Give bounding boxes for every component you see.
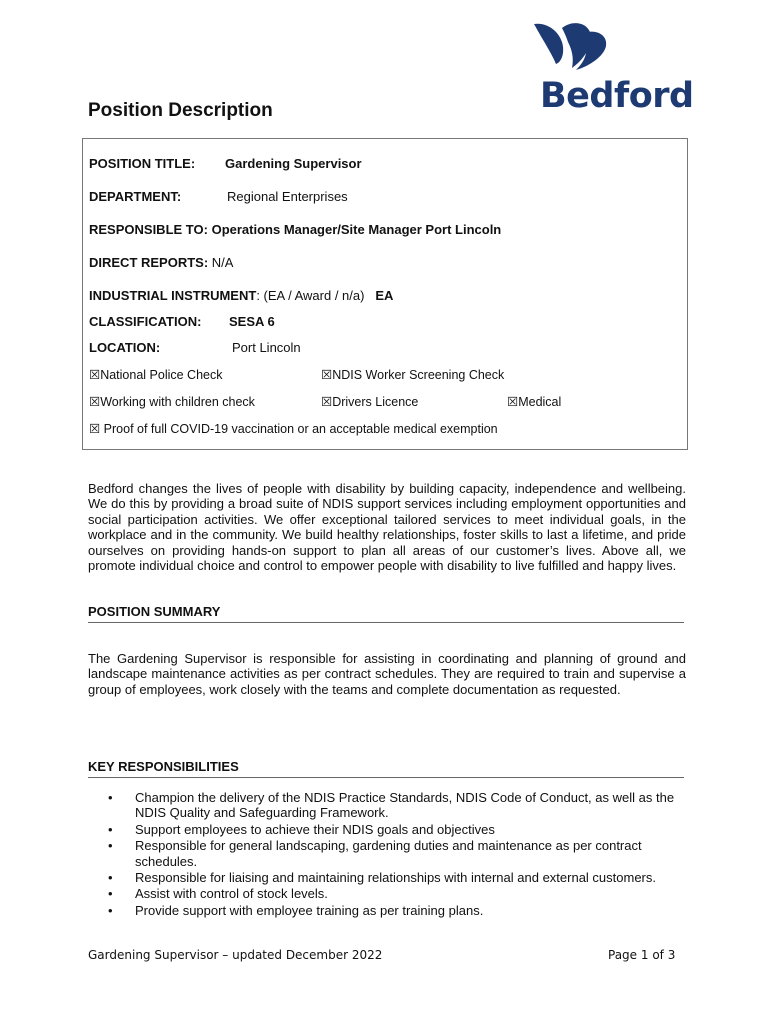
position-title-label: POSITION TITLE:	[89, 156, 196, 171]
bullet: •	[108, 870, 113, 886]
bullet: •	[108, 886, 113, 902]
footer-left: Gardening Supervisor – updated December 2022	[88, 948, 383, 962]
bullet: •	[108, 821, 113, 837]
footer-page-number: Page 1 of 3	[608, 948, 676, 962]
department-label: DEPARTMENT:	[89, 189, 182, 204]
check-children: ☒Working with children check	[89, 395, 255, 409]
bullet: •	[108, 838, 113, 854]
instrument-value: EA	[375, 288, 394, 303]
responsibilities-list	[108, 790, 688, 919]
responsible-row	[89, 222, 501, 237]
check-police: ☒National Police Check	[89, 368, 223, 382]
bullet: •	[108, 902, 113, 918]
instrument-options: : (EA / Award / n/a)	[256, 288, 365, 303]
logo-wordmark: Bedford	[540, 76, 694, 116]
instrument-row	[89, 288, 393, 303]
check-ndis: ☒NDIS Worker Screening Check	[321, 368, 505, 382]
butterfly-icon	[532, 20, 612, 74]
location-value: Port Lincoln	[232, 340, 301, 355]
direct-reports-value: N/A	[211, 255, 234, 270]
position-summary-heading: POSITION SUMMARY	[88, 604, 684, 623]
intro-paragraph: Bedford changes the lives of people with disability by building capacity, independence and wellbeing. We do this by providing a broad suite of NDIS support services including employment opportunities and social participation activities. We offer exceptional tailored services to meet individual goals, in the workplace and in the community. We build healthy relationships, foster skills to last a lifetime, and pride ourselves on providing hands-on support to plan all areas of our customer’s lives. Above all, we promote individual choice and control to empower people with disability to live fulfilled and happy lives.	[88, 481, 686, 574]
responsible-value: Operations Manager/Site Manager Port Lincoln	[211, 222, 502, 237]
position-title-row	[89, 156, 362, 171]
classification-label: CLASSIFICATION:	[89, 314, 202, 329]
check-medical: ☒Medical	[507, 395, 562, 409]
list-item: • Support employees to achieve their NDIS goals and objectives	[108, 821, 495, 837]
position-info-box	[82, 138, 688, 450]
instrument-label: INDUSTRIAL INSTRUMENT	[89, 288, 257, 303]
classification-row	[89, 314, 275, 329]
list-item: • Responsible for general landscaping, gardening duties and maintenance as per contract schedules.	[108, 838, 642, 869]
check-covid: ☒ Proof of full COVID-19 vaccination or an acceptable medical exemption	[89, 422, 498, 436]
department-row	[89, 189, 348, 204]
direct-reports-label: DIRECT REPORTS:	[89, 255, 209, 270]
location-row	[89, 340, 301, 355]
list-item: • Champion the delivery of the NDIS Practice Standards, NDIS Code of Conduct, as well as the NDIS Quality and Safeguarding Framework.	[108, 790, 675, 821]
position-summary-text: The Gardening Supervisor is responsible for assisting in coordinating and planning of ground and landscape maintenance activities as per contract schedules. They are required to train and supervise a group of employees, work closely with the teams and complete documentation as requested.	[88, 651, 686, 697]
check-drivers: ☒Drivers Licence	[321, 395, 419, 409]
list-item: • Provide support with employee training as per training plans.	[108, 902, 484, 918]
key-responsibilities-heading: KEY RESPONSIBILITIES	[88, 759, 684, 778]
list-item: • Responsible for liaising and maintaining relationships with internal and external customers.	[108, 870, 657, 886]
department-value: Regional Enterprises	[227, 189, 348, 204]
bedford-logo	[528, 20, 694, 116]
position-title-value: Gardening Supervisor	[225, 156, 362, 171]
responsible-label: RESPONSIBLE TO:	[89, 222, 208, 237]
page-title: Position Description	[88, 100, 273, 121]
location-label: LOCATION:	[89, 340, 161, 355]
direct-reports-row	[89, 255, 233, 270]
list-item: • Assist with control of stock levels.	[108, 886, 328, 902]
classification-value: SESA 6	[229, 314, 275, 329]
bullet: •	[108, 790, 113, 805]
